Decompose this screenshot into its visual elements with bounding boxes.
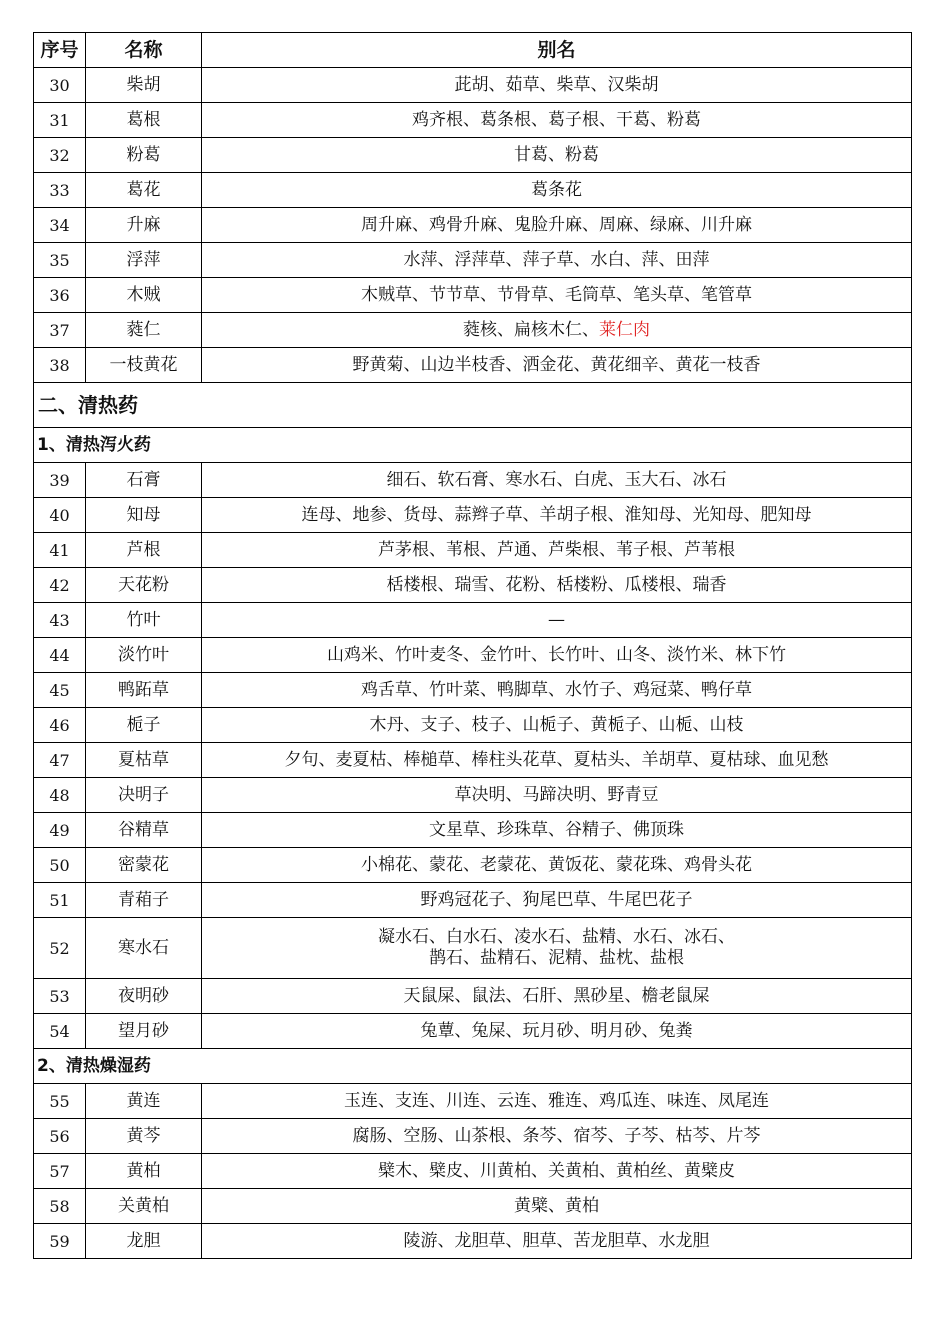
table-row: [34, 348, 912, 383]
row-alias: 野黄菊、山边半枝香、洒金花、黄花细辛、黄花一枝香: [202, 348, 912, 383]
row-name: 知母: [86, 498, 202, 533]
row-name: 鸭跖草: [86, 673, 202, 708]
row-name: 竹叶: [86, 603, 202, 638]
table-row: [34, 243, 912, 278]
row-num: 46: [34, 708, 86, 743]
table-row: [34, 138, 912, 173]
row-alias-line-2: 鹊石、盐精石、泥精、盐枕、盐根: [429, 948, 684, 968]
row-alias: 甘葛、粉葛: [202, 138, 912, 173]
table-row: [34, 173, 912, 208]
table-row: [34, 778, 912, 813]
table-row: [34, 673, 912, 708]
row-name: 黄芩: [86, 1119, 202, 1154]
table-row: [34, 1119, 912, 1154]
row-alias: 鸡舌草、竹叶菜、鸭脚草、水竹子、鸡冠菜、鸭仔草: [202, 673, 912, 708]
table-row: [34, 848, 912, 883]
row-alias: 天鼠屎、鼠法、石肝、黑砂星、檐老鼠屎: [202, 979, 912, 1014]
row-name: 黄连: [86, 1084, 202, 1119]
row-alias-text: 蕤核、扁核木仁、: [463, 319, 599, 340]
row-num: 42: [34, 568, 86, 603]
row-alias: 连母、地参、货母、蒜辫子草、羊胡子根、淮知母、光知母、肥知母: [202, 498, 912, 533]
row-name: 芦根: [86, 533, 202, 568]
row-num: 51: [34, 883, 86, 918]
row-alias: 野鸡冠花子、狗尾巴草、牛尾巴花子: [202, 883, 912, 918]
row-alias: 鸡齐根、葛条根、葛子根、干葛、粉葛: [202, 103, 912, 138]
row-num: 36: [34, 278, 86, 313]
row-num: 52: [34, 918, 86, 979]
row-name: 密蒙花: [86, 848, 202, 883]
row-num: 41: [34, 533, 86, 568]
subsection-title-2: 2、清热燥湿药: [34, 1049, 912, 1084]
table-row: [34, 208, 912, 243]
row-num: 59: [34, 1224, 86, 1259]
row-num: 54: [34, 1014, 86, 1049]
row-name: 浮萍: [86, 243, 202, 278]
row-name: 蕤仁: [86, 313, 202, 348]
table-row: [34, 638, 912, 673]
row-alias: 夕句、麦夏枯、棒槌草、棒柱头花草、夏枯头、羊胡草、夏枯球、血见愁: [202, 743, 912, 778]
row-name: 粉葛: [86, 138, 202, 173]
row-num: 49: [34, 813, 86, 848]
table-row: [34, 979, 912, 1014]
row-alias: 腐肠、空肠、山茶根、条芩、宿芩、子芩、枯芩、片芩: [202, 1119, 912, 1154]
row-num: 30: [34, 68, 86, 103]
row-num: 47: [34, 743, 86, 778]
row-num: 40: [34, 498, 86, 533]
table-row: [34, 1189, 912, 1224]
row-num: 35: [34, 243, 86, 278]
table-row: [34, 568, 912, 603]
row-name: 升麻: [86, 208, 202, 243]
row-num: 50: [34, 848, 86, 883]
table-row: [34, 1084, 912, 1119]
table-row: [34, 463, 912, 498]
row-name: 柴胡: [86, 68, 202, 103]
row-num: 44: [34, 638, 86, 673]
header-name: 名称: [86, 33, 202, 68]
row-alias: 芦茅根、苇根、芦通、芦柴根、苇子根、芦苇根: [202, 533, 912, 568]
row-name: 葛花: [86, 173, 202, 208]
subsection-row: [34, 428, 912, 463]
row-alias: 葛条花: [202, 173, 912, 208]
row-name: 夜明砂: [86, 979, 202, 1014]
row-alias: 玉连、支连、川连、云连、雅连、鸡瓜连、味连、凤尾连: [202, 1084, 912, 1119]
table-row: [34, 313, 912, 348]
table-row: [34, 1224, 912, 1259]
row-alias: 水萍、浮萍草、萍子草、水白、萍、田萍: [202, 243, 912, 278]
row-alias: 陵游、龙胆草、胆草、苦龙胆草、水龙胆: [202, 1224, 912, 1259]
table-row: [34, 68, 912, 103]
row-name: 天花粉: [86, 568, 202, 603]
header-alias: 别名: [202, 33, 912, 68]
table-row: [34, 1014, 912, 1049]
table-row: [34, 533, 912, 568]
row-alias-highlight: 莱仁肉: [599, 319, 650, 340]
table-row: [34, 708, 912, 743]
row-name: 石膏: [86, 463, 202, 498]
table-row: [34, 278, 912, 313]
table-row: [34, 918, 912, 979]
row-num: 37: [34, 313, 86, 348]
row-name: 龙胆: [86, 1224, 202, 1259]
row-alias: 草决明、马蹄决明、野青豆: [202, 778, 912, 813]
row-alias: [202, 313, 912, 348]
row-alias: 小棉花、蒙花、老蒙花、黄饭花、蒙花珠、鸡骨头花: [202, 848, 912, 883]
subsection-title-1: 1、清热泻火药: [34, 428, 912, 463]
row-alias: [202, 918, 912, 979]
row-name: 淡竹叶: [86, 638, 202, 673]
row-name: 木贼: [86, 278, 202, 313]
row-alias: 木贼草、节节草、节骨草、毛筒草、笔头草、笔管草: [202, 278, 912, 313]
row-num: 58: [34, 1189, 86, 1224]
row-num: 33: [34, 173, 86, 208]
table-row: [34, 498, 912, 533]
row-num: 39: [34, 463, 86, 498]
row-alias: 栝楼根、瑞雪、花粉、栝楼粉、瓜楼根、瑞香: [202, 568, 912, 603]
section-row: [34, 383, 912, 428]
row-alias: —: [202, 603, 912, 638]
row-num: 32: [34, 138, 86, 173]
table-row: [34, 1154, 912, 1189]
row-name: 谷精草: [86, 813, 202, 848]
table-row: [34, 603, 912, 638]
row-alias: 细石、软石膏、寒水石、白虎、玉大石、冰石: [202, 463, 912, 498]
row-num: 56: [34, 1119, 86, 1154]
table-header-row: [34, 33, 912, 68]
row-alias: 周升麻、鸡骨升麻、鬼脸升麻、周麻、绿麻、川升麻: [202, 208, 912, 243]
row-alias: 木丹、支子、枝子、山栀子、黄栀子、山栀、山枝: [202, 708, 912, 743]
table-row: [34, 813, 912, 848]
row-name: 栀子: [86, 708, 202, 743]
row-name: 葛根: [86, 103, 202, 138]
table-row: [34, 883, 912, 918]
row-num: 48: [34, 778, 86, 813]
header-num: 序号: [34, 33, 86, 68]
row-num: 57: [34, 1154, 86, 1189]
row-num: 31: [34, 103, 86, 138]
row-num: 45: [34, 673, 86, 708]
row-alias: 茈胡、茹草、柴草、汉柴胡: [202, 68, 912, 103]
row-alias: 黄檗、黄柏: [202, 1189, 912, 1224]
row-num: 55: [34, 1084, 86, 1119]
row-num: 38: [34, 348, 86, 383]
row-alias: 檗木、檗皮、川黄柏、关黄柏、黄柏丝、黄檗皮: [202, 1154, 912, 1189]
table-row: [34, 103, 912, 138]
row-num: 53: [34, 979, 86, 1014]
row-num: 34: [34, 208, 86, 243]
row-name: 青葙子: [86, 883, 202, 918]
subsection-row: [34, 1049, 912, 1084]
row-alias: 文星草、珍珠草、谷精子、佛顶珠: [202, 813, 912, 848]
section-title: 二、清热药: [34, 383, 912, 428]
row-name: 关黄柏: [86, 1189, 202, 1224]
row-name: 决明子: [86, 778, 202, 813]
row-name: 黄柏: [86, 1154, 202, 1189]
row-name: 寒水石: [86, 918, 202, 979]
row-num: 43: [34, 603, 86, 638]
table-row: [34, 743, 912, 778]
herb-alias-table: [33, 32, 912, 1259]
row-alias: 兔蕈、兔屎、玩月砂、明月砂、兔粪: [202, 1014, 912, 1049]
row-name: 一枝黄花: [86, 348, 202, 383]
row-alias-line-1: 凝水石、白水石、凌水石、盐精、水石、冰石、: [378, 927, 735, 947]
row-name: 夏枯草: [86, 743, 202, 778]
row-alias: 山鸡米、竹叶麦冬、金竹叶、长竹叶、山冬、淡竹米、林下竹: [202, 638, 912, 673]
row-name: 望月砂: [86, 1014, 202, 1049]
